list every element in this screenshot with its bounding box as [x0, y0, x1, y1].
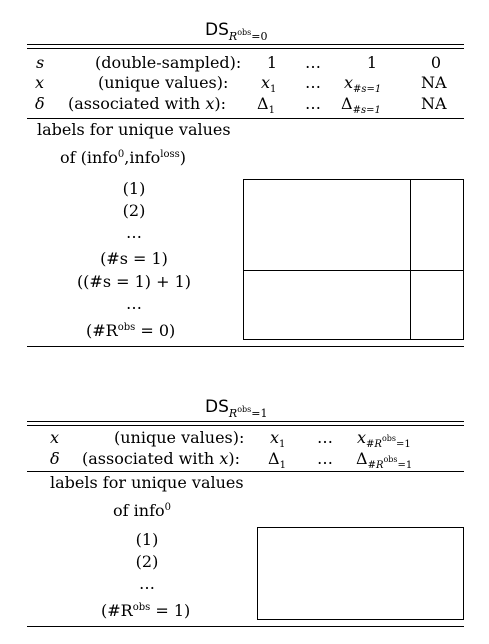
s1-row3-desc: (associated with x):: [68, 94, 226, 113]
s1-row2-c3-base: x: [344, 73, 354, 92]
s2-row2-c3-sub-sup: obs: [383, 455, 398, 464]
section1-title-subscript: [229, 30, 268, 43]
section2-title-sub-sup: obs: [237, 405, 252, 414]
s1-row3-c3-base: Δ: [341, 94, 353, 113]
s1-row1-c3: 1: [366, 53, 378, 72]
section2-title: [205, 397, 267, 420]
section2-title-main: DS: [205, 397, 229, 417]
s1-list-item-4: (#s = 1): [100, 249, 168, 268]
section2-top-rule: [27, 421, 464, 422]
s2-row1-c1-sub: 1: [279, 439, 286, 450]
s1-row2-c1-base: x: [261, 73, 271, 92]
s2-row2-c3-sub-r: #R: [367, 460, 384, 471]
s2-row2-c1-sub: 1: [279, 460, 286, 471]
s1-row1-desc: (double-sampled):: [95, 53, 242, 72]
s1-list-item-1: (1): [122, 179, 146, 198]
section2-title-subscript: [229, 407, 268, 420]
s2-list-item-4-post: = 1): [150, 601, 191, 620]
section1-title-sub-r: R: [228, 30, 238, 43]
s2-row1-c3-sub-r: #R: [366, 439, 382, 450]
s2-row2-c1-base: Δ: [268, 449, 280, 468]
section1-top-rule-2: [27, 48, 464, 49]
s2-labels-sup: 0: [164, 502, 171, 513]
s2-row1-c2: …: [317, 428, 333, 447]
s1-row2-c1-sub: 1: [270, 84, 277, 95]
s2-list-item-3: …: [139, 574, 155, 593]
s1-grid-box: [243, 179, 464, 340]
s1-labels-post: ): [179, 148, 187, 167]
s2-box: [257, 527, 464, 620]
s1-grid-vline: [410, 179, 411, 340]
s2-row1-sym: x: [50, 428, 60, 447]
s2-list-item-4-sup: obs: [132, 602, 151, 613]
s1-row1-c2: …: [305, 53, 321, 72]
s2-labels-line1: labels for unique values: [50, 473, 244, 492]
s1-row3-sym: δ: [35, 94, 45, 113]
s2-list-item-1: (1): [135, 530, 159, 549]
s1-labels-line1: labels for unique values: [37, 120, 231, 139]
s1-labels-line2: [60, 146, 186, 167]
s1-labels-sup2: loss: [160, 149, 180, 160]
s2-list-item-4-base: (#R: [101, 601, 133, 620]
s2-row1-c3-base: x: [357, 428, 367, 447]
s2-row2-c3-sub: [367, 455, 413, 471]
s2-row1-c3-sub: [366, 434, 411, 450]
s2-list-item-2: (2): [135, 552, 159, 571]
section2-mid-rule: [27, 471, 464, 472]
s1-list-item-7-post: = 0): [135, 321, 176, 340]
s2-list-item-4: [101, 599, 190, 620]
s1-labels-pre: of (info: [60, 148, 118, 167]
s1-row3-c4: NA: [421, 94, 447, 113]
s1-row3-c2: …: [305, 94, 321, 113]
s1-list-item-7-sup: obs: [117, 322, 136, 333]
s1-list-item-7: [86, 319, 175, 340]
section1-top-rule: [27, 44, 464, 45]
s1-row2-desc: (unique values):: [98, 73, 229, 92]
s1-row1-c4: 0: [430, 53, 442, 72]
s1-row3-c1-sub: 1: [268, 105, 275, 116]
s1-list-item-2: (2): [122, 201, 146, 220]
s1-list-item-7-base: (#R: [86, 321, 118, 340]
s2-row2-c3-base: Δ: [356, 449, 368, 468]
section2-top-rule-2: [27, 425, 464, 426]
section1-title-sub-eq: =0: [251, 30, 268, 43]
s2-row2-desc: (associated with x):: [82, 449, 240, 468]
s2-row1-c1-base: x: [270, 428, 280, 447]
section2-bottom-rule: [27, 626, 464, 627]
section1-title-main: DS: [205, 20, 229, 40]
s1-list-item-5: ((#s = 1) + 1): [76, 272, 192, 291]
s1-grid-hline: [243, 270, 464, 271]
s1-row3-c1: [257, 95, 275, 120]
section2-title-sub-r: R: [228, 407, 238, 420]
section2-title-sub-eq: =1: [251, 407, 268, 420]
section1-title-sub-sup: obs: [237, 28, 252, 37]
section1-title: [205, 20, 267, 43]
s1-row3-c1-base: Δ: [257, 94, 269, 113]
s1-row2-c2: …: [305, 73, 321, 92]
s1-labels-mid: ,info: [124, 148, 161, 167]
s2-labels-pre: of info: [113, 501, 165, 520]
s2-row2-c2: …: [317, 449, 333, 468]
s2-row1-c3-sub-post: =1: [396, 439, 411, 450]
s2-labels-line2: [113, 499, 171, 520]
s1-list-item-3: …: [126, 223, 142, 242]
s1-row1-c1: 1: [266, 53, 278, 72]
s1-row2-c3-sub: #s=1: [353, 84, 382, 95]
s1-labels-sup1: 0: [117, 149, 125, 160]
s2-row1-c3-sub-sup: obs: [381, 434, 396, 443]
s1-row2-sym: x: [35, 73, 45, 92]
s1-list-item-6: …: [126, 294, 142, 313]
section1-bottom-rule: [27, 346, 464, 347]
s2-row1-desc: (unique values):: [114, 428, 245, 447]
s1-row1-sym: s: [36, 53, 45, 72]
s2-row2-sym: δ: [50, 449, 60, 468]
s1-row2-c4: NA: [421, 73, 447, 92]
s2-row2-c3-sub-post: =1: [397, 460, 413, 471]
s1-row3-c3: [341, 95, 381, 120]
section1-mid-rule: [27, 118, 464, 119]
s1-row3-c3-sub: #s=1: [352, 105, 381, 116]
